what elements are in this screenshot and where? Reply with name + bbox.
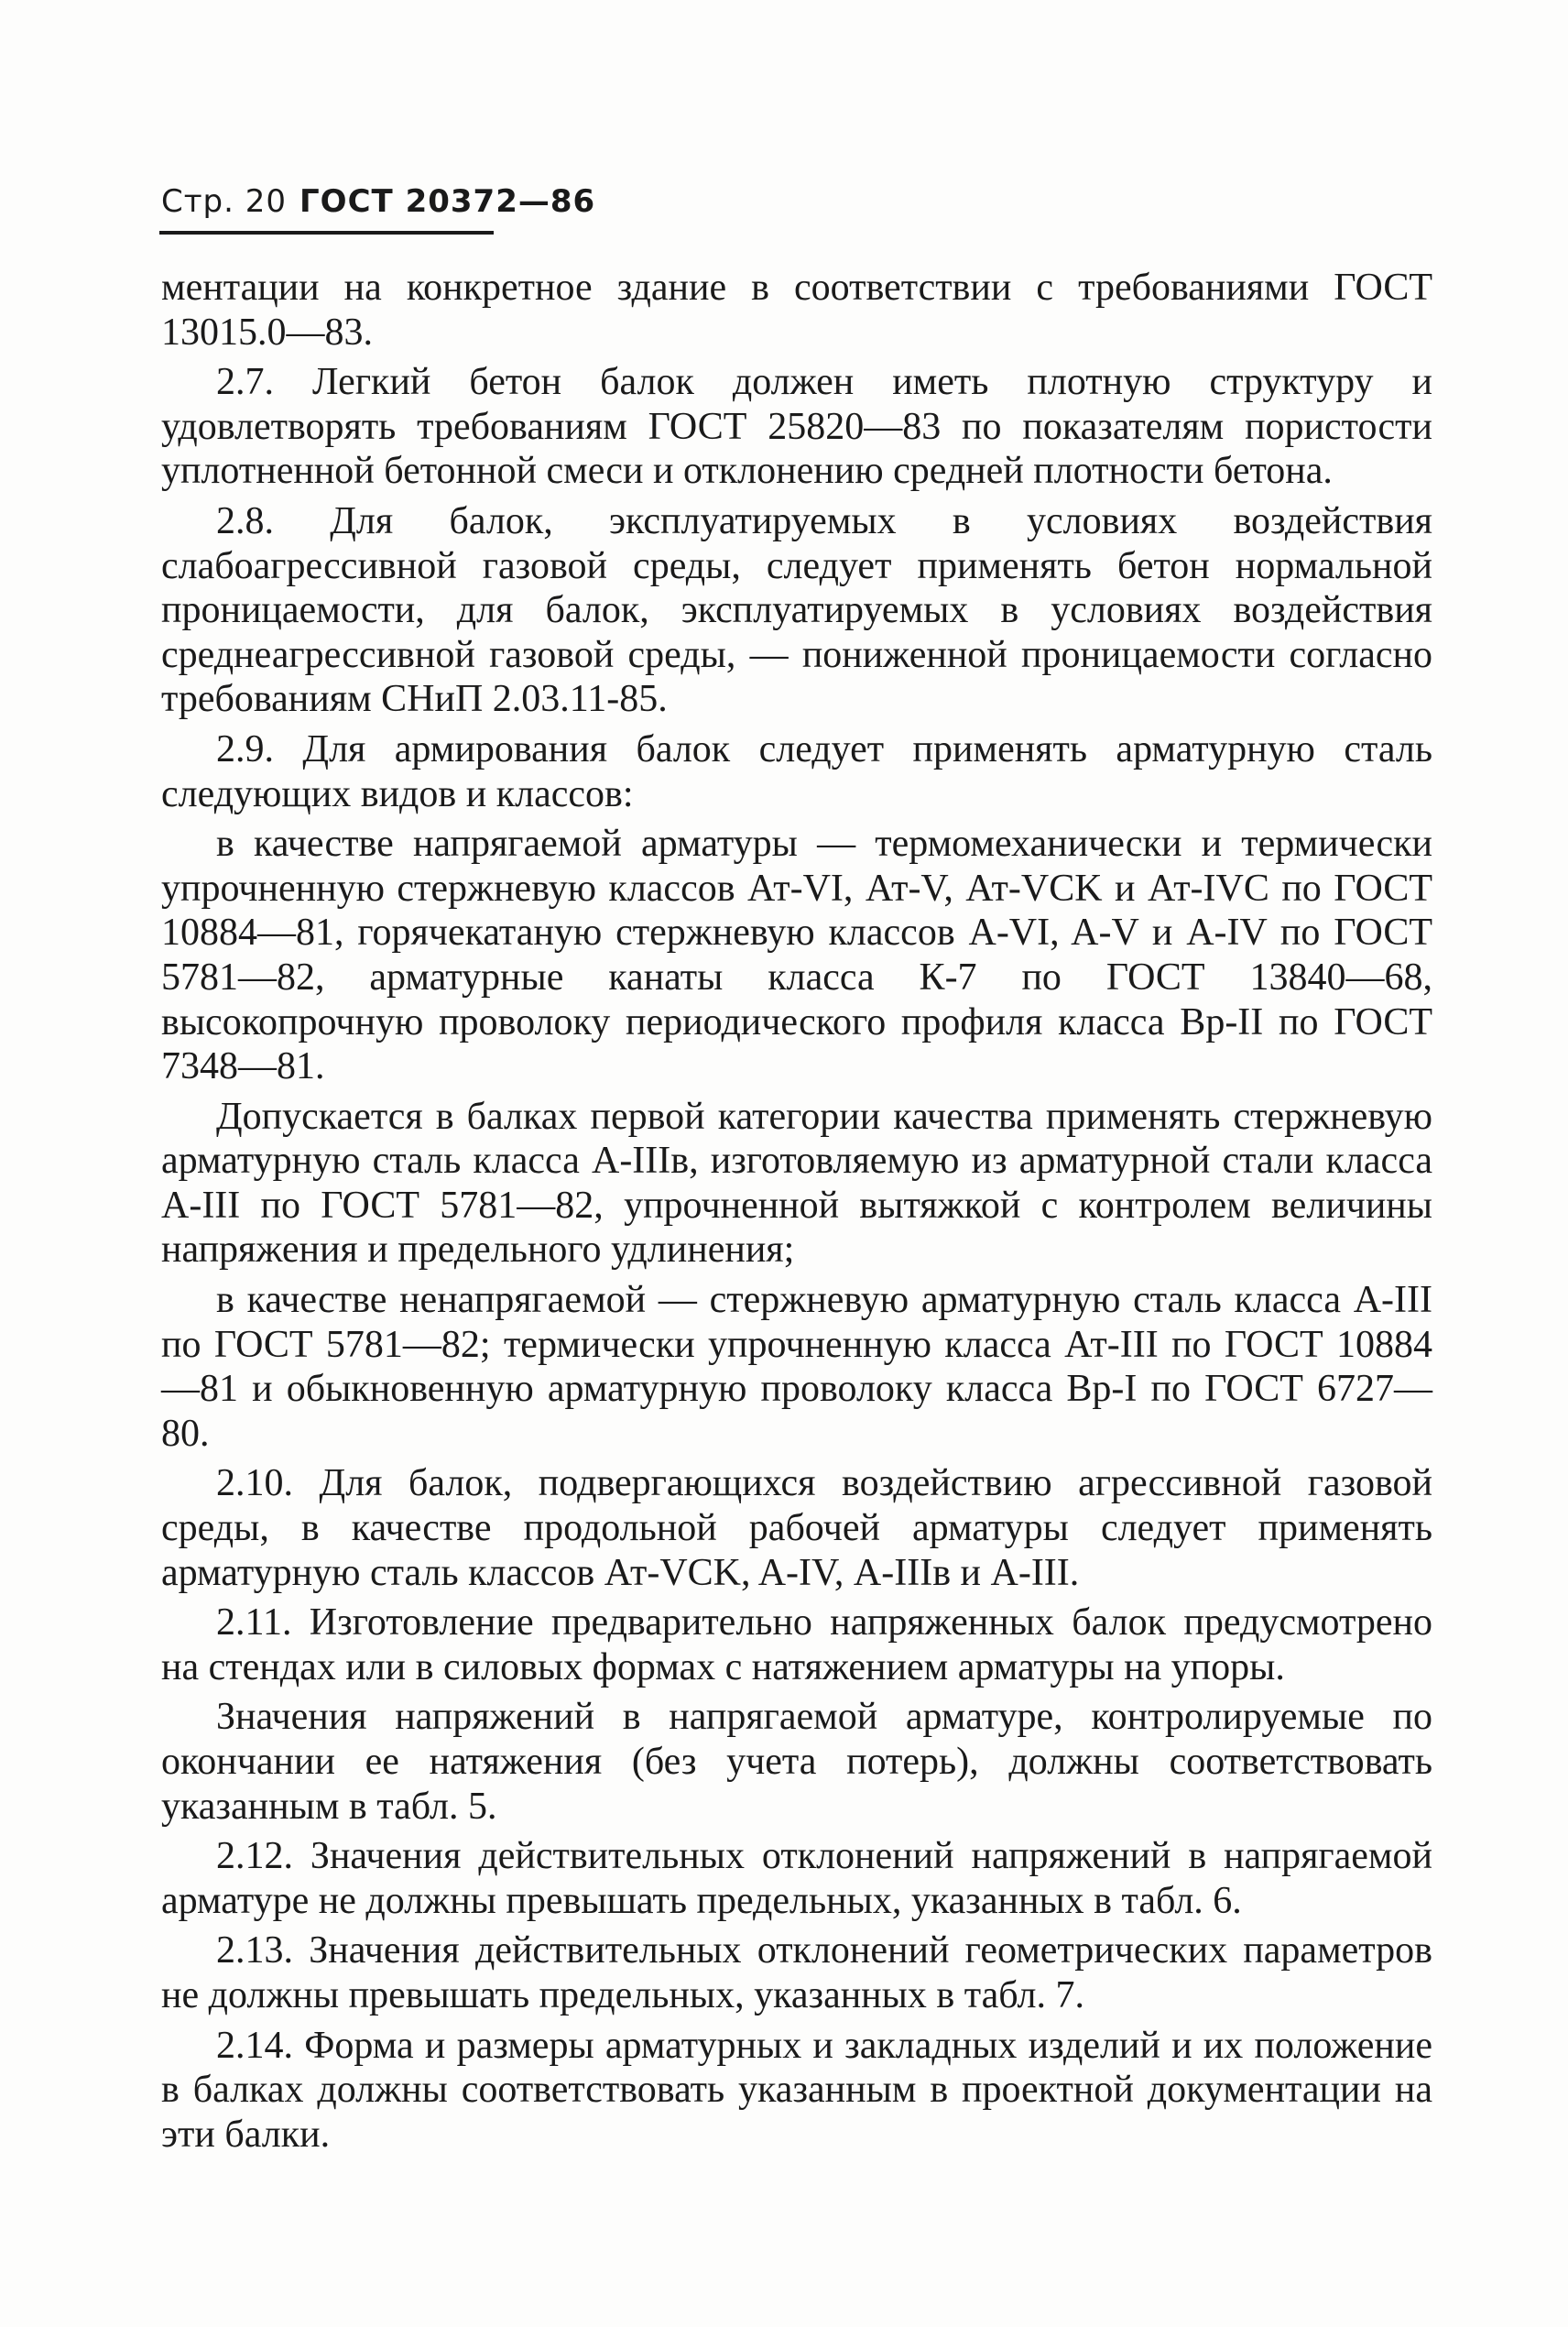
paragraph-2-14: 2.14. Форма и размеры арматурных и закладных изделий и их положение в балках должны соответствовать указанным в проектной документации на эти балки. bbox=[161, 2024, 1432, 2156]
header-underline bbox=[159, 231, 494, 235]
paragraph-2-10: 2.10. Для балок, подвергающихся воздействию агрессивной газовой среды, в качестве продольной рабочей арматуры следует применять арматурную сталь классов Ат-VCK, A-IV, А-IIIв и А-III. bbox=[161, 1462, 1432, 1594]
paragraph-2-7: 2.7. Легкий бетон балок должен иметь плотную структуру и удовлетворять требованиям ГОСТ 25820—83 по показателям пористости уплотненной бетонной смеси и отклонению средней плотности бетона. bbox=[161, 361, 1432, 493]
paragraph-2-12: 2.12. Значения действительных отклонений напряжений в напрягаемой арматуре не должны превышать предельных, указанных в табл. 6. bbox=[161, 1835, 1432, 1922]
paragraph-prestressed-reinforcement: в качестве напрягаемой арматуры — термомеханически и термически упрочненную стержневую классов Ат-VI, Ат-V, Ат-VCK и Ат-IVC по ГОСТ 10884—81, горячекатаную стержневую классов A-VI, A-V и A-IV по ГОСТ 5781—82, арматурные канаты класса К-7 по ГОСТ 13840—68, высокопрочную проволоку периодического профиля класса Вр-II по ГОСТ 7348—81. bbox=[161, 823, 1432, 1088]
body-text bbox=[161, 266, 1432, 2162]
page-header bbox=[161, 183, 595, 220]
standard-code: ГОСТ 20372—86 bbox=[299, 183, 596, 220]
paragraph-2-9: 2.9. Для армирования балок следует применять арматурную сталь следующих видов и классов: bbox=[161, 727, 1432, 815]
paragraph-continuation: ментации на конкретное здание в соответствии с требованиями ГОСТ 13015.0—83. bbox=[161, 267, 1432, 354]
page-number: Стр. 20 bbox=[161, 183, 288, 220]
paragraph-stress-values: Значения напряжений в напрягаемой арматуре, контролируемые по окончании ее натяжения (без учета потерь), должны соответствовать указанным в табл. 5. bbox=[161, 1696, 1432, 1828]
paragraph-2-13: 2.13. Значения действительных отклонений геометрических параметров не должны превышать предельных, указанных в табл. 7. bbox=[161, 1929, 1432, 2016]
paragraph-permitted-steel: Допускается в балках первой категории качества применять стержневую арматурную сталь класса А-IIIв, изготовляемую из арматурной стали класса А-III по ГОСТ 5781—82, упрочненной вытяжкой с контролем величины напряжения и предельного удлинения; bbox=[161, 1095, 1432, 1272]
paragraph-2-11: 2.11. Изготовление предварительно напряженных балок предусмотрено на стендах или в силовых формах с натяжением арматуры на упоры. bbox=[161, 1601, 1432, 1688]
paragraph-2-8: 2.8. Для балок, эксплуатируемых в условиях воздействия слабоагрессивной газовой среды, следует применять бетон нормальной проницаемости, для балок, эксплуатируемых в условиях воздействия среднеагрессивной газовой среды, — пониженной проницаемости согласно требованиям СНиП 2.03.11-85. bbox=[161, 499, 1432, 721]
paragraph-non-prestressed-reinforcement: в качестве ненапрягаемой — стержневую арматурную сталь класса А-III по ГОСТ 5781—82; термически упрочненную класса Ат-III по ГОСТ 10884—81 и обыкновенную арматурную проволоку класса Вр-I по ГОСТ 6727—80. bbox=[161, 1279, 1432, 1455]
